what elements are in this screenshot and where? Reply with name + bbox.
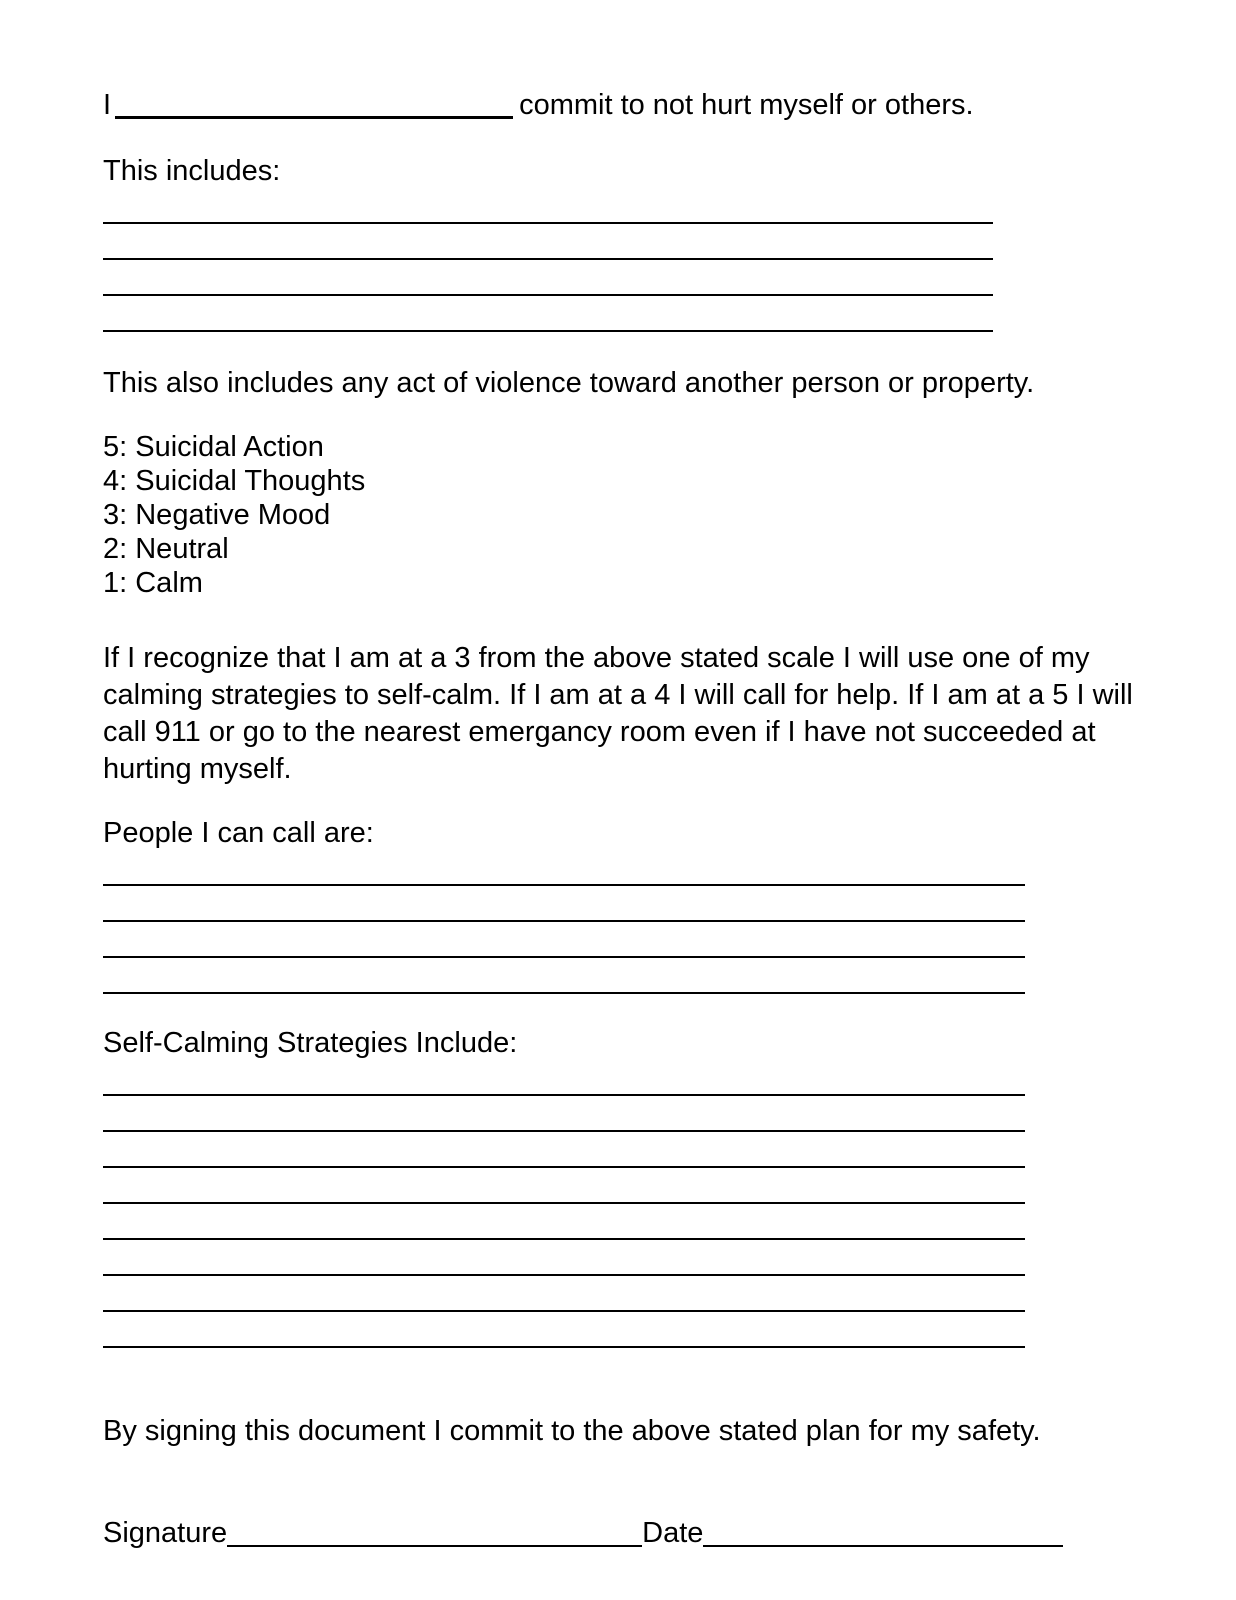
date-label: Date (642, 1517, 704, 1549)
blank-line (103, 1312, 1025, 1348)
scale-item-4: 4: Suicidal Thoughts (103, 465, 366, 497)
includes-blank-lines (103, 188, 1196, 332)
signature-label: Signature (103, 1517, 228, 1549)
people-heading: People I can call are: (103, 817, 374, 849)
scale-item-3: 3: Negative Mood (103, 499, 331, 531)
signature-blank-line (227, 1541, 642, 1547)
blank-line (103, 1060, 1025, 1096)
blank-line (103, 1132, 1025, 1168)
scale-item-5: 5: Suicidal Action (103, 431, 324, 463)
date-blank-line (703, 1541, 1063, 1547)
blank-line (103, 1168, 1025, 1204)
blank-line (103, 958, 1025, 994)
blank-line (103, 1204, 1025, 1240)
blank-line (103, 260, 993, 296)
blank-line (103, 224, 993, 260)
includes-heading: This includes: (103, 155, 281, 187)
blank-line (103, 1096, 1025, 1132)
blank-line (103, 1240, 1025, 1276)
mood-scale-list (103, 430, 1196, 600)
commitment-suffix: commit to not hurt myself or others. (519, 89, 974, 121)
strategies-heading: Self-Calming Strategies Include: (103, 1027, 518, 1059)
people-blank-lines (103, 850, 1196, 994)
blank-line (103, 1276, 1025, 1312)
strategies-blank-lines (103, 1060, 1196, 1348)
blank-line (103, 922, 1025, 958)
signing-statement: By signing this document I commit to the above stated plan for my safety. (103, 1415, 1041, 1447)
name-blank-line (115, 112, 513, 119)
violence-statement: This also includes any act of violence toward another person or property. (103, 367, 1035, 399)
scale-item-1: 1: Calm (103, 567, 203, 599)
blank-line (103, 188, 993, 224)
commitment-prefix: I (103, 89, 112, 121)
blank-line (103, 886, 1025, 922)
scale-item-2: 2: Neutral (103, 533, 229, 565)
signature-row (103, 1516, 1196, 1550)
instructions-paragraph: If I recognize that I am at a 3 from the above stated scale I will use one of my calming strategies to self-calm. If I am at a 4 I will call for help. If I am at a 5 I will call 911 or go to the nearest emergancy room even if I have not succeeded at hurting myself. (103, 642, 1133, 785)
commitment-statement (103, 88, 1196, 122)
blank-line (103, 850, 1025, 886)
blank-line (103, 296, 993, 332)
